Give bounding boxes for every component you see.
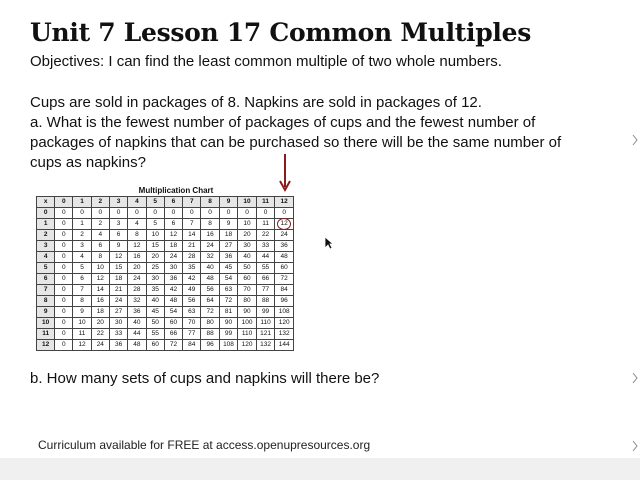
chart-cell: 80 [238, 296, 257, 307]
chart-cell: 11 [256, 219, 275, 230]
chart-cell: 30 [164, 263, 182, 274]
chart-col-header: 3 [109, 197, 127, 208]
chart-cell: 24 [201, 241, 219, 252]
chart-cell: 121 [256, 329, 275, 340]
chart-row-header: 4 [37, 252, 55, 263]
chart-cell: 33 [256, 241, 275, 252]
question-a-line-1: a. What is the fewest number of packages of cups and the fewest number of [30, 114, 536, 131]
question-b-text: b. How many sets of cups and napkins will there be? [30, 370, 380, 387]
chart-cell: 16 [91, 296, 109, 307]
chart-cell: 0 [55, 263, 73, 274]
chart-cell: 8 [91, 252, 109, 263]
chart-cell: 63 [183, 307, 201, 318]
chart-cell: 70 [238, 285, 257, 296]
chart-cell: 64 [201, 296, 219, 307]
multiplication-table [36, 196, 294, 351]
chart-cell: 3 [73, 241, 91, 252]
chart-cell: 1 [73, 219, 91, 230]
chart-row [37, 329, 294, 340]
chart-cell: 77 [256, 285, 275, 296]
chart-cell: 54 [219, 274, 238, 285]
chart-cell: 72 [275, 274, 294, 285]
chart-cell: 49 [183, 285, 201, 296]
chart-row [37, 340, 294, 351]
chart-cell: 18 [91, 307, 109, 318]
chart-cell: 0 [55, 208, 73, 219]
chart-cell: 42 [183, 274, 201, 285]
edge-glyph-icon [630, 372, 640, 384]
chart-cell: 30 [109, 318, 127, 329]
chart-cell: 72 [201, 307, 219, 318]
chart-cell: 0 [164, 208, 182, 219]
chart-cell: 21 [109, 285, 127, 296]
chart-cell: 12 [109, 252, 127, 263]
chart-row-header: 10 [37, 318, 55, 329]
chart-cell: 56 [183, 296, 201, 307]
chart-cell: 96 [275, 296, 294, 307]
objective-text: Objectives: I can find the least common multiple of two whole numbers. [30, 53, 502, 70]
chart-cell: 18 [109, 274, 127, 285]
chart-cell: 48 [164, 296, 182, 307]
chart-cell: 45 [146, 307, 164, 318]
chart-cell: 44 [256, 252, 275, 263]
chart-cell: 20 [128, 263, 146, 274]
chart-row-header: 1 [37, 219, 55, 230]
chart-cell: 0 [109, 208, 127, 219]
chart-cell: 0 [256, 208, 275, 219]
chart-cell: 0 [73, 208, 91, 219]
chart-cell: 77 [183, 329, 201, 340]
chart-cell: 6 [91, 241, 109, 252]
chart-cell: 5 [146, 219, 164, 230]
chart-cell: 55 [146, 329, 164, 340]
chart-cell: 0 [128, 208, 146, 219]
chart-cell: 22 [256, 230, 275, 241]
chart-cell: 2 [91, 219, 109, 230]
chart-cell: 15 [109, 263, 127, 274]
chart-cell: 21 [183, 241, 201, 252]
problem-text [30, 93, 620, 173]
chart-cell: 5 [73, 263, 91, 274]
chart-cell: 120 [275, 318, 294, 329]
chart-cell: 60 [146, 340, 164, 351]
chart-cell: 0 [91, 208, 109, 219]
chart-cell: 50 [238, 263, 257, 274]
chart-row-header: 5 [37, 263, 55, 274]
chart-cell: 60 [238, 274, 257, 285]
chart-cell: 0 [55, 285, 73, 296]
chart-cell: 30 [146, 274, 164, 285]
chart-col-header: 9 [219, 197, 238, 208]
chart-title: Multiplication Chart [138, 186, 214, 195]
chart-cell: 10 [91, 263, 109, 274]
chart-cell: 90 [238, 307, 257, 318]
chart-cell: 3 [109, 219, 127, 230]
chart-row [37, 230, 294, 241]
chart-cell: 18 [219, 230, 238, 241]
chart-cell: 40 [146, 296, 164, 307]
chart-col-header: 5 [146, 197, 164, 208]
chart-cell: 60 [275, 263, 294, 274]
chart-row-header: 12 [37, 340, 55, 351]
chart-cell: 24 [91, 340, 109, 351]
chart-cell: 36 [128, 307, 146, 318]
chart-cell: 55 [256, 263, 275, 274]
chart-cell: 10 [73, 318, 91, 329]
chart-cell: 84 [183, 340, 201, 351]
page-title: Unit 7 Lesson 17 Common Multiples [30, 18, 531, 47]
chart-cell: 40 [128, 318, 146, 329]
chart-cell: 120 [238, 340, 257, 351]
chart-cell: 80 [201, 318, 219, 329]
chart-row-header: 8 [37, 296, 55, 307]
chart-cell: 0 [183, 208, 201, 219]
chart-cell: 0 [55, 307, 73, 318]
chart-cell: 16 [201, 230, 219, 241]
chart-row [37, 252, 294, 263]
chart-cell: 66 [164, 329, 182, 340]
chart-cell: 0 [275, 208, 294, 219]
chart-cell: 32 [201, 252, 219, 263]
chart-cell: 0 [219, 208, 238, 219]
chart-cell: 48 [275, 252, 294, 263]
chart-cell: 9 [219, 219, 238, 230]
chart-cell: 27 [219, 241, 238, 252]
highlighted-product-cell: 12 [275, 219, 294, 230]
chart-cell: 20 [238, 230, 257, 241]
chart-row-header: 0 [37, 208, 55, 219]
chart-row-header: 6 [37, 274, 55, 285]
chart-row [37, 274, 294, 285]
chart-cell: 50 [146, 318, 164, 329]
chart-cell: 72 [164, 340, 182, 351]
chart-cell: 6 [109, 230, 127, 241]
chart-cell: 44 [128, 329, 146, 340]
chart-cell: 48 [201, 274, 219, 285]
chart-cell: 108 [275, 307, 294, 318]
multiplication-chart [36, 186, 294, 351]
chart-cell: 40 [238, 252, 257, 263]
chart-cell: 20 [91, 318, 109, 329]
chart-cell: 12 [91, 274, 109, 285]
chart-cell: 14 [91, 285, 109, 296]
chart-cell: 35 [183, 263, 201, 274]
chart-cell: 16 [128, 252, 146, 263]
chart-cell: 8 [73, 296, 91, 307]
chart-cell: 10 [238, 219, 257, 230]
chart-cell: 0 [55, 241, 73, 252]
chart-cell: 14 [183, 230, 201, 241]
chart-cell: 0 [55, 274, 73, 285]
chart-cell: 9 [73, 307, 91, 318]
chart-cell: 84 [275, 285, 294, 296]
chart-cell: 88 [201, 329, 219, 340]
chart-cell: 4 [73, 252, 91, 263]
chart-cell: 56 [201, 285, 219, 296]
chart-cell: 10 [146, 230, 164, 241]
intro-line: Cups are sold in packages of 8. Napkins are sold in packages of 12. [30, 94, 482, 111]
chart-row-header: 7 [37, 285, 55, 296]
chart-cell: 24 [109, 296, 127, 307]
chart-cell: 36 [109, 340, 127, 351]
chart-cell: 110 [256, 318, 275, 329]
chart-col-header: 0 [55, 197, 73, 208]
chart-row [37, 318, 294, 329]
chart-cell: 96 [201, 340, 219, 351]
chart-cell: 42 [164, 285, 182, 296]
bottom-bar [0, 458, 640, 480]
chart-cell: 60 [164, 318, 182, 329]
chart-cell: 63 [219, 285, 238, 296]
chart-col-header: 2 [91, 197, 109, 208]
chart-cell: 6 [73, 274, 91, 285]
chart-cell: 0 [55, 219, 73, 230]
chart-cell: 28 [128, 285, 146, 296]
chart-cell: 66 [256, 274, 275, 285]
chart-row-header: 3 [37, 241, 55, 252]
chart-cell: 90 [219, 318, 238, 329]
chart-cell: 0 [55, 230, 73, 241]
chart-cell: 70 [183, 318, 201, 329]
chart-cell: 28 [183, 252, 201, 263]
chart-cell: 9 [109, 241, 127, 252]
chart-cell: 72 [219, 296, 238, 307]
edge-glyph-icon [630, 440, 640, 452]
chart-cell: 0 [55, 340, 73, 351]
chart-row-header: 2 [37, 230, 55, 241]
chart-cell: 0 [238, 208, 257, 219]
chart-cell: 30 [238, 241, 257, 252]
chart-cell: 8 [201, 219, 219, 230]
chart-col-header: 11 [256, 197, 275, 208]
chart-row-header: 9 [37, 307, 55, 318]
chart-cell: 40 [201, 263, 219, 274]
chart-cell: 2 [73, 230, 91, 241]
chart-cell: 108 [219, 340, 238, 351]
chart-header-row [37, 197, 294, 208]
question-a-line-3: cups as napkins? [30, 154, 146, 171]
chart-cell: 132 [256, 340, 275, 351]
chart-cell: 33 [109, 329, 127, 340]
chart-cell: 4 [91, 230, 109, 241]
chart-cell: 12 [73, 340, 91, 351]
chart-cell: 25 [146, 263, 164, 274]
chart-row [37, 285, 294, 296]
chart-cell: 88 [256, 296, 275, 307]
footer-credit: Curriculum available for FREE at access.openupresources.org [38, 438, 371, 452]
mouse-pointer-icon [324, 236, 334, 250]
chart-cell: 22 [91, 329, 109, 340]
chart-cell: 99 [256, 307, 275, 318]
chart-cell: 36 [275, 241, 294, 252]
chart-cell: 11 [73, 329, 91, 340]
chart-cell: 54 [164, 307, 182, 318]
chart-cell: 0 [55, 252, 73, 263]
chart-cell: 24 [275, 230, 294, 241]
chart-cell: 99 [219, 329, 238, 340]
chart-row [37, 241, 294, 252]
chart-cell: 35 [146, 285, 164, 296]
chart-cell: 132 [275, 329, 294, 340]
chart-cell: 20 [146, 252, 164, 263]
chart-cell: 6 [164, 219, 182, 230]
chart-cell: 7 [73, 285, 91, 296]
chart-row [37, 307, 294, 318]
question-a-line-2: packages of napkins that can be purchased so there will be the same number of [30, 134, 562, 151]
chart-cell: 81 [219, 307, 238, 318]
chart-col-header: 1 [73, 197, 91, 208]
chart-cell: 0 [146, 208, 164, 219]
chart-col-header: 7 [183, 197, 201, 208]
chart-cell: 8 [128, 230, 146, 241]
chart-cell: 12 [128, 241, 146, 252]
chart-row [37, 296, 294, 307]
chart-cell: 24 [164, 252, 182, 263]
chart-cell: 7 [183, 219, 201, 230]
chart-row [37, 219, 294, 230]
chart-row [37, 208, 294, 219]
chart-cell: 36 [219, 252, 238, 263]
chart-col-header: 10 [238, 197, 257, 208]
chart-cell: 0 [55, 318, 73, 329]
chart-cell: 12 [164, 230, 182, 241]
chart-cell: 100 [238, 318, 257, 329]
chart-cell: 32 [128, 296, 146, 307]
chart-col-header: 8 [201, 197, 219, 208]
chart-cell: 48 [128, 340, 146, 351]
chart-cell: 18 [164, 241, 182, 252]
chart-cell: 0 [55, 296, 73, 307]
chart-col-header: 12 [275, 197, 294, 208]
chart-cell: 0 [55, 329, 73, 340]
chart-cell: 4 [128, 219, 146, 230]
chart-cell: 27 [109, 307, 127, 318]
chart-cell: 110 [238, 329, 257, 340]
chart-col-header: 4 [128, 197, 146, 208]
chart-cell: 15 [146, 241, 164, 252]
chart-row-header: 11 [37, 329, 55, 340]
chart-cell: 24 [128, 274, 146, 285]
chart-cell: 0 [201, 208, 219, 219]
chart-col-header: 6 [164, 197, 182, 208]
chart-corner-cell: x [37, 197, 55, 208]
chart-row [37, 263, 294, 274]
chart-cell: 45 [219, 263, 238, 274]
edge-glyph-icon [630, 134, 640, 146]
chart-cell: 144 [275, 340, 294, 351]
chart-cell: 36 [164, 274, 182, 285]
